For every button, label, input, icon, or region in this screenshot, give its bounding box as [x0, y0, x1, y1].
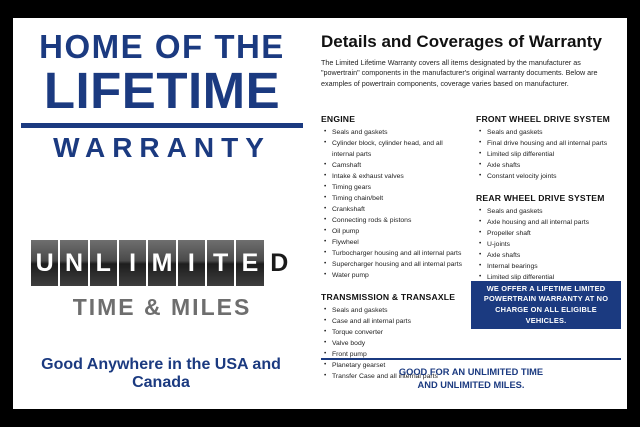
- headline-lifetime: LIFETIME: [43, 62, 281, 119]
- list-item: • Planetary gearset: [323, 360, 466, 371]
- section-heading-transmission: TRANSMISSION & TRANSAXLE: [321, 292, 456, 302]
- list-item: • Timing gears: [323, 182, 466, 193]
- list-item: • Final drive housing and all internal parts: [478, 138, 621, 149]
- right-panel: [313, 18, 627, 409]
- list-item: • Cylinder block, cylinder head, and all internal parts: [323, 138, 466, 160]
- list-item: • Supercharger housing and all internal parts: [323, 259, 466, 270]
- list-item: • Oil pump: [323, 226, 466, 237]
- list-item: • Front pump: [323, 349, 466, 360]
- tile-letter: D: [266, 240, 293, 286]
- tile-letter: L: [90, 240, 117, 286]
- list-item: • Flywheel: [323, 237, 466, 248]
- list-item: • Constant velocity joints: [478, 171, 621, 182]
- list-item: • Axle shafts: [478, 250, 621, 261]
- list-item: • Limited slip differential: [478, 272, 621, 283]
- tile-letter: M: [148, 240, 175, 286]
- list-item: • Intake & exhaust valves: [323, 171, 466, 182]
- list-item: • Internal bearings: [478, 261, 621, 272]
- promo-text: WE OFFER A LIFETIME LIMITED POWERTRAIN WARRANTY AT NO CHARGE ON ALL ELIGIBLE VEHICLES.: [483, 283, 609, 325]
- details-title: Details and Coverages of Warranty: [321, 32, 602, 51]
- engine-item-list: [323, 127, 466, 281]
- hero-headline: [21, 30, 303, 162]
- list-item: • Torque converter: [323, 327, 466, 338]
- list-item: • Propeller shaft: [478, 228, 621, 239]
- unlimited-tiles: [31, 240, 293, 321]
- footer-line-2: AND UNLIMITED MILES.: [417, 379, 525, 390]
- list-item: • U-joints: [478, 239, 621, 250]
- list-item: • Axle housing and all internal parts: [478, 217, 621, 228]
- list-item: • Connecting rods & pistons: [323, 215, 466, 226]
- list-item: • Turbocharger housing and all internal parts: [323, 248, 466, 259]
- tile-letter: T: [207, 240, 234, 286]
- list-item: • Limited slip differential: [478, 149, 621, 160]
- left-panel: [13, 18, 309, 409]
- list-item: • Seals and gaskets: [323, 127, 466, 138]
- tile-row: [31, 240, 293, 286]
- good-anywhere-text: Good Anywhere in the USA and Canada: [41, 356, 281, 391]
- fwd-item-list: [478, 127, 621, 182]
- frame-border-bottom: [0, 409, 640, 427]
- section-heading-rwd: REAR WHEEL DRIVE SYSTEM: [476, 193, 605, 203]
- footer-divider: [321, 358, 621, 360]
- tile-letter: I: [178, 240, 205, 286]
- time-and-miles-label: TIME & MILES: [72, 294, 252, 320]
- list-item: • Axle shafts: [478, 160, 621, 171]
- coverage-column-right: [476, 114, 621, 382]
- list-item: • Camshaft: [323, 160, 466, 171]
- headline-divider: [21, 123, 303, 128]
- list-item: • Seals and gaskets: [478, 127, 621, 138]
- list-item: • Case and all internal parts: [323, 316, 466, 327]
- list-item: • Seals and gaskets: [323, 305, 466, 316]
- footer-line-1: GOOD FOR AN UNLIMITED TIME: [398, 367, 544, 377]
- list-item: • Crankshaft: [323, 204, 466, 215]
- coverage-column-left: [321, 114, 466, 382]
- section-heading-fwd: FRONT WHEEL DRIVE SYSTEM: [476, 114, 611, 124]
- details-intro: The Limited Lifetime Warranty covers all items designated by the manufacturer as "powertrain" components in the manufacturer's original warranty documents. Below are examples of powertrain components, coverage varies based on manufacturer.: [321, 58, 598, 88]
- list-item: • Water pump: [323, 270, 466, 281]
- frame-border-top: [0, 0, 640, 18]
- tile-letter: I: [119, 240, 146, 286]
- list-item: • Transfer Case and all internal parts: [323, 371, 466, 382]
- tile-letter: N: [60, 240, 87, 286]
- flyer-content: [13, 18, 627, 409]
- frame-border-left: [0, 0, 13, 427]
- footer-text: [321, 366, 621, 391]
- frame-border-right: [627, 0, 640, 427]
- list-item: • Timing chain/belt: [323, 193, 466, 204]
- rwd-item-list: [478, 206, 621, 283]
- list-item: • Valve body: [323, 338, 466, 349]
- section-heading-engine: ENGINE: [321, 114, 356, 124]
- list-item: • Seals and gaskets: [478, 206, 621, 217]
- headline-home: HOME OF THE: [39, 28, 285, 65]
- promo-banner: [471, 281, 621, 329]
- headline-warranty: WARRANTY: [53, 132, 271, 163]
- coverage-columns: [321, 114, 621, 382]
- tile-letter: U: [31, 240, 58, 286]
- tile-letter: E: [236, 240, 263, 286]
